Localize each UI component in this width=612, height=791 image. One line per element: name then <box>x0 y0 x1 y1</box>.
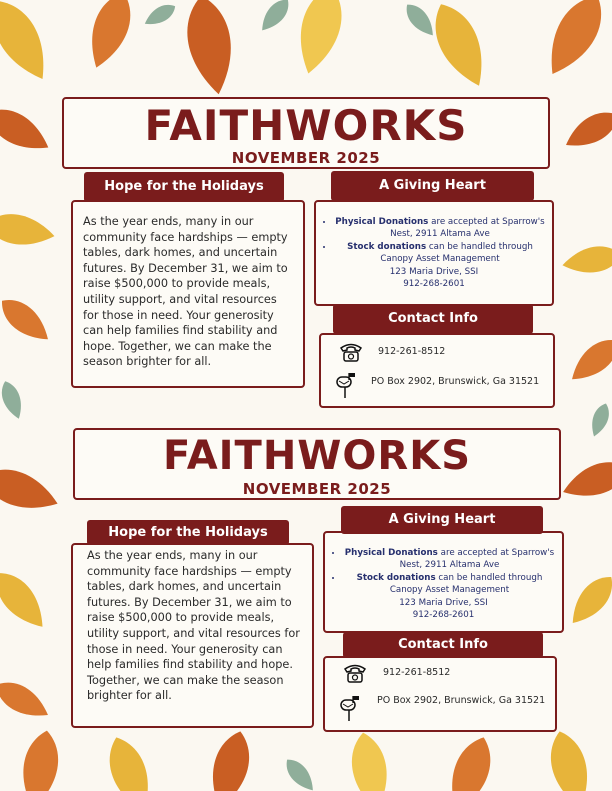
newsletter-subtitle: NOVEMBER 2025 <box>231 149 381 167</box>
title-box-1 <box>62 97 550 169</box>
giving-heading-1: A Giving Heart <box>331 171 534 201</box>
giving-item-stock: • Stock donations can be handled through Canopy Asset Management <box>343 572 556 597</box>
contact-heading-2: Contact Info <box>343 632 543 658</box>
hope-box-1 <box>71 200 305 388</box>
contact-phone: 912-261-8512 <box>383 667 451 678</box>
giving-item-physical: • Physical Donations are accepted at Sparrow's Nest, 2911 Altama Ave <box>334 216 546 241</box>
newsletter-title: FAITHWORKS <box>144 101 468 150</box>
contact-address: PO Box 2902, Brunswick, Ga 31521 <box>377 695 546 706</box>
hope-box-2 <box>71 543 314 728</box>
contact-address: PO Box 2902, Brunswick, Ga 31521 <box>371 376 540 387</box>
giving-body <box>322 216 546 290</box>
giving-box-2 <box>323 531 564 633</box>
giving-address: 123 Maria Drive, SSI <box>399 597 488 608</box>
giving-body <box>331 547 556 621</box>
telephone-icon <box>343 662 367 688</box>
contact-phone: 912-261-8512 <box>378 346 446 357</box>
mailbox-icon <box>339 694 365 726</box>
newsletter-title: FAITHWORKS <box>162 433 472 479</box>
giving-address: 123 Maria Drive, SSI <box>389 266 479 277</box>
mailbox-icon <box>335 371 361 403</box>
title-box-2 <box>73 428 561 500</box>
giving-phone: 912-268-2601 <box>403 279 465 290</box>
giving-item-physical: • Physical Donations are accepted at Sparrow's Nest, 2911 Altama Ave <box>343 547 556 572</box>
hope-heading-2: Hope for the Holidays <box>87 520 289 545</box>
hope-body: As the year ends, many in our community face hardships — empty tables, dark homes, and uncertain futures. By December 31, we aim to raise $500,000 to provide meals, utility support, and vital resources for those in need. Your generosity can help families find stability and hope. Together, we can make the season brighter for all. <box>83 215 288 369</box>
telephone-icon <box>339 341 363 367</box>
giving-phone: 912-268-2601 <box>412 610 475 621</box>
giving-box-1 <box>314 200 554 306</box>
hope-body: As the year ends, many in our community face hardships — empty tables, dark homes, and uncertain futures. By December 31, we aim to raise $500,000 to provide meals, utility support, and vital resources for those in need. Your generosity can help families find stability and hope. Together, we can make the season brighter for all. <box>87 549 300 703</box>
giving-item-stock: • Stock donations can be handled through Canopy Asset Management <box>334 241 546 266</box>
contact-box-2 <box>323 656 557 732</box>
giving-heading-2: A Giving Heart <box>341 506 543 534</box>
newsletter-subtitle: NOVEMBER 2025 <box>242 480 392 498</box>
hope-heading-1: Hope for the Holidays <box>84 172 284 202</box>
contact-heading-1: Contact Info <box>333 304 533 334</box>
contact-box-1 <box>319 333 555 408</box>
